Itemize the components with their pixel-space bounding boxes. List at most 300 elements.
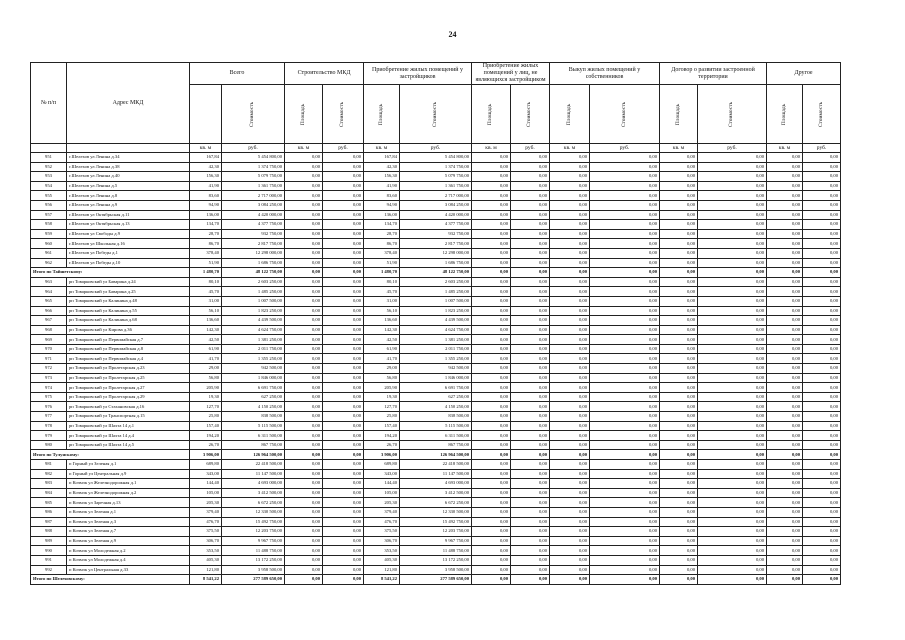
other-cost: 0,00 — [698, 498, 767, 508]
subheader-resettled-area — [190, 85, 222, 144]
other-cost: 0,00 — [511, 527, 550, 537]
table-body — [31, 153, 841, 585]
other-area: 0,00 — [767, 479, 803, 489]
total-area: 306,70 — [190, 536, 222, 546]
other-cost: 0,00 — [698, 536, 767, 546]
other-area: 0,00 — [660, 172, 698, 182]
developer-purchase-area: 26,70 — [364, 440, 400, 450]
table-row — [31, 421, 841, 431]
table-row — [31, 200, 841, 210]
construction-area: 0,00 — [285, 344, 323, 354]
construction-area: 0,00 — [285, 517, 323, 527]
other-area: 0,00 — [550, 277, 590, 287]
total-cost: 3 084 250,00 — [222, 200, 285, 210]
other-area: 0,00 — [660, 412, 698, 422]
developer-purchase-area: 353,50 — [364, 546, 400, 556]
other-area: 0,00 — [767, 277, 803, 287]
total-cost: 932 750,00 — [222, 229, 285, 239]
row-number: 954 — [31, 181, 67, 191]
row-number: 958 — [31, 220, 67, 230]
other-cost: 0,00 — [698, 421, 767, 431]
other-area: 0,00 — [767, 354, 803, 364]
table-row — [31, 440, 841, 450]
row-number: 963 — [31, 277, 67, 287]
developer-purchase-cost: 1 823 250,00 — [400, 306, 472, 316]
other-cost: 0,00 — [803, 162, 841, 172]
other-area: 0,00 — [472, 181, 511, 191]
row-address: рп Товарковский ул Баварина д.25 — [67, 287, 190, 297]
total-area: 144,40 — [190, 479, 222, 489]
construction-area: 0,00 — [285, 248, 323, 258]
other-area: 0,00 — [550, 364, 590, 374]
construction-cost: 0,00 — [323, 460, 364, 470]
unit-sqm: кв. м — [472, 144, 511, 153]
row-number: 990 — [31, 546, 67, 556]
row-number: 987 — [31, 517, 67, 527]
other-cost: 0,00 — [698, 460, 767, 470]
other-cost: 0,00 — [803, 373, 841, 383]
table-row — [31, 344, 841, 354]
developer-purchase-cost: 12 298 000,00 — [400, 248, 472, 258]
construction-area: 0,00 — [285, 191, 323, 201]
row-number: 976 — [31, 402, 67, 412]
other-cost: 0,00 — [590, 527, 660, 537]
other-cost: 0,00 — [698, 296, 767, 306]
other-area: 0,00 — [472, 392, 511, 402]
row-address: г.Шелехов ул Октябрьская д.11 — [67, 210, 190, 220]
construction-cost: 0,00 — [323, 239, 364, 249]
construction-area: 0,00 — [285, 373, 323, 383]
row-number: 955 — [31, 191, 67, 201]
other-cost: 0,00 — [803, 306, 841, 316]
unit-rub: руб. — [400, 144, 472, 153]
other-area: 0,00 — [472, 268, 511, 278]
row-address: г.Шелехов ул Ленина д.34 — [67, 153, 190, 163]
other-area: 0,00 — [472, 517, 511, 527]
other-cost: 0,00 — [803, 344, 841, 354]
total-cost: 2 011 750,00 — [222, 344, 285, 354]
table-row — [31, 507, 841, 517]
row-address: п Кочмэк ул Молодежная д.2 — [67, 546, 190, 556]
table-row — [31, 392, 841, 402]
row-address: г.Шелехов ул Ленина д.5 — [67, 181, 190, 191]
row-number: 979 — [31, 431, 67, 441]
other-cost: 0,00 — [590, 172, 660, 182]
other-area: 0,00 — [660, 277, 698, 287]
total-cost: 1 823 250,00 — [222, 306, 285, 316]
other-area: 0,00 — [767, 517, 803, 527]
other-cost: 0,00 — [590, 153, 660, 163]
total-cost: 6 672 250,00 — [222, 498, 285, 508]
total-area: 136,00 — [190, 210, 222, 220]
construction-cost: 0,00 — [323, 277, 364, 287]
developer-purchase-cost: 1 361 750,00 — [400, 181, 472, 191]
row-number: 975 — [31, 392, 67, 402]
other-cost: 0,00 — [803, 354, 841, 364]
other-area: 0,00 — [550, 402, 590, 412]
table-row — [31, 306, 841, 316]
unit-sqm: кв. м — [660, 144, 698, 153]
table-row — [31, 498, 841, 508]
total-area: 41,90 — [190, 181, 222, 191]
other-area: 0,00 — [550, 507, 590, 517]
table-row — [31, 162, 841, 172]
developer-purchase-cost: 5 454 800,00 — [400, 153, 472, 163]
construction-cost: 0,00 — [323, 172, 364, 182]
other-area: 0,00 — [550, 469, 590, 479]
construction-area: 0,00 — [285, 498, 323, 508]
construction-cost: 0,00 — [323, 335, 364, 345]
other-cost: 0,00 — [698, 354, 767, 364]
construction-area: 0,00 — [285, 479, 323, 489]
total-area: 1 480,70 — [190, 268, 222, 278]
other-cost: 0,00 — [590, 296, 660, 306]
unit-rub: руб. — [803, 144, 841, 153]
other-area: 0,00 — [550, 316, 590, 326]
other-cost: 0,00 — [803, 383, 841, 393]
other-area: 0,00 — [472, 344, 511, 354]
subheader-area: Площадь — [550, 85, 590, 144]
other-area: 0,00 — [660, 287, 698, 297]
row-number: 992 — [31, 565, 67, 575]
total-area: 61,90 — [190, 344, 222, 354]
other-cost: 0,00 — [590, 229, 660, 239]
developer-purchase-cost: 3 958 500,00 — [400, 565, 472, 575]
other-area: 0,00 — [550, 287, 590, 297]
unit-sqm: кв. м — [364, 144, 400, 153]
other-cost: 0,00 — [590, 488, 660, 498]
other-area: 0,00 — [767, 469, 803, 479]
row-number: 957 — [31, 210, 67, 220]
row-address: п Горный ул Зеленая д.1 — [67, 460, 190, 470]
other-cost: 0,00 — [590, 258, 660, 268]
other-cost: 0,00 — [511, 220, 550, 230]
other-area: 0,00 — [472, 248, 511, 258]
developer-purchase-area: 29,00 — [364, 364, 400, 374]
developer-purchase-cost: 2 717 000,00 — [400, 191, 472, 201]
other-area: 0,00 — [767, 383, 803, 393]
other-cost: 0,00 — [511, 555, 550, 565]
row-address: рп Товарковский ул Стахановская д.16 — [67, 402, 190, 412]
other-area: 0,00 — [472, 364, 511, 374]
other-cost: 0,00 — [698, 412, 767, 422]
other-cost: 0,00 — [590, 316, 660, 326]
other-cost: 0,00 — [511, 440, 550, 450]
other-area: 0,00 — [660, 248, 698, 258]
row-address: п Кочмэк ул Центральная д.33 — [67, 565, 190, 575]
other-area: 0,00 — [660, 229, 698, 239]
other-area: 0,00 — [660, 200, 698, 210]
other-cost: 0,00 — [803, 181, 841, 191]
other-cost: 0,00 — [698, 517, 767, 527]
table-row — [31, 412, 841, 422]
other-area: 0,00 — [660, 316, 698, 326]
other-cost: 0,00 — [511, 200, 550, 210]
table-row — [31, 172, 841, 182]
other-cost: 0,00 — [511, 325, 550, 335]
other-area: 0,00 — [767, 306, 803, 316]
row-number: 977 — [31, 412, 67, 422]
row-address: г.Шелехов ул Октябрьская д.13 — [67, 220, 190, 230]
other-area: 0,00 — [660, 460, 698, 470]
table-row — [31, 220, 841, 230]
total-cost: 13 172 250,00 — [222, 555, 285, 565]
other-cost: 0,00 — [803, 325, 841, 335]
row-address: п Кочмэк ул Молодежная д.4 — [67, 555, 190, 565]
developer-purchase-area: 167,84 — [364, 153, 400, 163]
total-cost: 1 381 250,00 — [222, 335, 285, 345]
unit-sqm: кв. м — [767, 144, 803, 153]
construction-cost: 0,00 — [323, 565, 364, 575]
other-area: 0,00 — [767, 392, 803, 402]
other-area: 0,00 — [767, 287, 803, 297]
developer-purchase-area: 42,50 — [364, 335, 400, 345]
row-address: рп Товарковский ул Пролетарская д.25 — [67, 373, 190, 383]
table-row — [31, 479, 841, 489]
developer-purchase-area: 136,00 — [364, 210, 400, 220]
construction-area: 0,00 — [285, 460, 323, 470]
total-cost: 48 122 750,00 — [222, 268, 285, 278]
developer-purchase-cost: 867 750,00 — [400, 440, 472, 450]
construction-cost: 0,00 — [323, 527, 364, 537]
row-number: 969 — [31, 335, 67, 345]
developer-purchase-area: 205,90 — [364, 383, 400, 393]
other-cost: 0,00 — [590, 325, 660, 335]
developer-purchase-area: 80,10 — [364, 277, 400, 287]
total-cost: 12 330 500,00 — [222, 507, 285, 517]
other-area: 0,00 — [472, 498, 511, 508]
other-area: 0,00 — [660, 479, 698, 489]
other-area: 0,00 — [472, 258, 511, 268]
construction-cost: 0,00 — [323, 440, 364, 450]
other-cost: 0,00 — [698, 527, 767, 537]
total-area: 51,90 — [190, 258, 222, 268]
developer-purchase-cost: 4 377 750,00 — [400, 220, 472, 230]
group-header-construction: Строительство МКД — [285, 63, 364, 85]
row-number: 971 — [31, 354, 67, 364]
developer-purchase-cost: 11 488 750,00 — [400, 546, 472, 556]
table-row — [31, 277, 841, 287]
developer-purchase-cost: 48 122 750,00 — [400, 268, 472, 278]
developer-purchase-area: 194,20 — [364, 431, 400, 441]
subheader-cost: Стоимость — [590, 85, 660, 144]
other-area: 0,00 — [550, 172, 590, 182]
construction-area: 0,00 — [285, 383, 323, 393]
other-cost: 0,00 — [590, 344, 660, 354]
other-area: 0,00 — [472, 296, 511, 306]
other-cost: 0,00 — [803, 507, 841, 517]
other-area: 0,00 — [550, 536, 590, 546]
construction-area: 0,00 — [285, 488, 323, 498]
other-area: 0,00 — [767, 296, 803, 306]
other-area: 0,00 — [660, 162, 698, 172]
subheader-area: Площадь — [285, 85, 323, 144]
developer-purchase-cost: 2 011 750,00 — [400, 344, 472, 354]
other-area: 0,00 — [660, 191, 698, 201]
other-area: 0,00 — [472, 555, 511, 565]
developer-purchase-area: 142,30 — [364, 325, 400, 335]
other-cost: 0,00 — [511, 498, 550, 508]
row-address: рп Товарковский ул Шахта 14 д.5 — [67, 440, 190, 450]
row-number: 962 — [31, 258, 67, 268]
other-area: 0,00 — [660, 421, 698, 431]
total-cost: 2 603 250,00 — [222, 277, 285, 287]
other-area: 0,00 — [472, 287, 511, 297]
other-area: 0,00 — [472, 153, 511, 163]
other-cost: 0,00 — [511, 181, 550, 191]
other-cost: 0,00 — [698, 335, 767, 345]
other-area: 0,00 — [550, 181, 590, 191]
developer-purchase-cost: 942 500,00 — [400, 364, 472, 374]
developer-purchase-cost: 6 311 500,00 — [400, 431, 472, 441]
other-cost: 0,00 — [590, 162, 660, 172]
other-cost: 0,00 — [803, 450, 841, 460]
developer-purchase-area: 19,30 — [364, 392, 400, 402]
other-cost: 0,00 — [511, 402, 550, 412]
other-area: 0,00 — [550, 335, 590, 345]
row-number: 959 — [31, 229, 67, 239]
group-header-purchase-non-developers: Приобретение жилых помещений у лиц, не являющихся застройщиком — [472, 63, 550, 85]
other-area: 0,00 — [550, 306, 590, 316]
other-area: 0,00 — [767, 335, 803, 345]
other-cost: 0,00 — [590, 536, 660, 546]
total-area: 157,40 — [190, 421, 222, 431]
total-area: 689,80 — [190, 460, 222, 470]
other-cost: 0,00 — [511, 229, 550, 239]
other-area: 0,00 — [767, 402, 803, 412]
other-cost: 0,00 — [803, 421, 841, 431]
other-cost: 0,00 — [803, 555, 841, 565]
developer-purchase-cost: 3 412 500,00 — [400, 488, 472, 498]
other-cost: 0,00 — [698, 162, 767, 172]
total-cost: 3 958 500,00 — [222, 565, 285, 575]
other-cost: 0,00 — [803, 229, 841, 239]
other-area: 0,00 — [550, 575, 590, 585]
other-cost: 0,00 — [698, 191, 767, 201]
row-address: п Кочмэк ул Железнодорожная д.1 — [67, 479, 190, 489]
other-area: 0,00 — [660, 325, 698, 335]
row-address: рп Товарковский ул Калинина д.68 — [67, 316, 190, 326]
other-cost: 0,00 — [511, 239, 550, 249]
other-cost: 0,00 — [698, 575, 767, 585]
other-cost: 0,00 — [698, 364, 767, 374]
subheader-cost: Стоимость — [400, 85, 472, 144]
unit-rub: руб. — [323, 144, 364, 153]
other-area: 0,00 — [550, 354, 590, 364]
other-area: 0,00 — [472, 402, 511, 412]
construction-area: 0,00 — [285, 335, 323, 345]
total-cost: 12 203 750,00 — [222, 527, 285, 537]
construction-area: 0,00 — [285, 210, 323, 220]
total-area: 156,30 — [190, 172, 222, 182]
total-area: 42,30 — [190, 162, 222, 172]
construction-cost: 0,00 — [323, 555, 364, 565]
other-cost: 0,00 — [803, 527, 841, 537]
total-cost: 22 418 500,00 — [222, 460, 285, 470]
row-number: 973 — [31, 373, 67, 383]
subtotal-label: Итого по Шелеховскому: — [31, 575, 190, 585]
row-number: 956 — [31, 200, 67, 210]
other-cost: 0,00 — [803, 565, 841, 575]
other-cost: 0,00 — [511, 162, 550, 172]
construction-area: 0,00 — [285, 181, 323, 191]
table-row — [31, 296, 841, 306]
other-area: 0,00 — [472, 239, 511, 249]
construction-area: 0,00 — [285, 575, 323, 585]
table-row — [31, 373, 841, 383]
total-area: 375,50 — [190, 527, 222, 537]
construction-cost: 0,00 — [323, 536, 364, 546]
construction-area: 0,00 — [285, 239, 323, 249]
construction-area: 0,00 — [285, 536, 323, 546]
row-number: 984 — [31, 488, 67, 498]
other-cost: 0,00 — [511, 191, 550, 201]
other-area: 0,00 — [767, 440, 803, 450]
developer-purchase-cost: 4 693 000,00 — [400, 479, 472, 489]
other-cost: 0,00 — [698, 181, 767, 191]
total-area: 26,70 — [190, 440, 222, 450]
total-area: 45,70 — [190, 287, 222, 297]
developer-purchase-area: 56,80 — [364, 373, 400, 383]
total-cost: 1 485 250,00 — [222, 287, 285, 297]
other-area: 0,00 — [550, 412, 590, 422]
other-area: 0,00 — [660, 440, 698, 450]
other-area: 0,00 — [472, 460, 511, 470]
construction-cost: 0,00 — [323, 153, 364, 163]
table-row — [31, 527, 841, 537]
other-cost: 0,00 — [511, 277, 550, 287]
other-cost: 0,00 — [511, 316, 550, 326]
other-area: 0,00 — [767, 248, 803, 258]
table-row — [31, 229, 841, 239]
other-area: 0,00 — [550, 488, 590, 498]
developer-purchase-area: 378,40 — [364, 248, 400, 258]
developer-purchase-area: 8 541,22 — [364, 575, 400, 585]
subtotal-label: Итого по Тайшетскому: — [31, 268, 190, 278]
total-cost: 11 147 500,00 — [222, 469, 285, 479]
other-cost: 0,00 — [698, 383, 767, 393]
other-area: 0,00 — [472, 575, 511, 585]
row-number: 991 — [31, 555, 67, 565]
developer-purchase-area: 306,70 — [364, 536, 400, 546]
row-address: рп Товарковский ул Первомайская д.8 — [67, 344, 190, 354]
developer-purchase-area: 476,70 — [364, 517, 400, 527]
developer-purchase-cost: 1 485 250,00 — [400, 287, 472, 297]
table-row — [31, 191, 841, 201]
construction-area: 0,00 — [285, 565, 323, 575]
other-area: 0,00 — [660, 575, 698, 585]
row-number: 964 — [31, 287, 67, 297]
other-cost: 0,00 — [590, 191, 660, 201]
other-area: 0,00 — [550, 258, 590, 268]
other-area: 0,00 — [550, 498, 590, 508]
header-row-units — [31, 144, 841, 153]
developer-purchase-cost: 1 686 750,00 — [400, 258, 472, 268]
total-area: 134,70 — [190, 220, 222, 230]
total-area: 42,50 — [190, 335, 222, 345]
developer-purchase-cost: 12 203 750,00 — [400, 527, 472, 537]
other-cost: 0,00 — [698, 402, 767, 412]
other-area: 0,00 — [767, 162, 803, 172]
construction-cost: 0,00 — [323, 325, 364, 335]
other-cost: 0,00 — [590, 546, 660, 556]
other-area: 0,00 — [767, 316, 803, 326]
other-cost: 0,00 — [803, 191, 841, 201]
unit-rub: руб. — [511, 144, 550, 153]
row-number: 989 — [31, 536, 67, 546]
other-cost: 0,00 — [511, 287, 550, 297]
unit-rub: руб. — [698, 144, 767, 153]
